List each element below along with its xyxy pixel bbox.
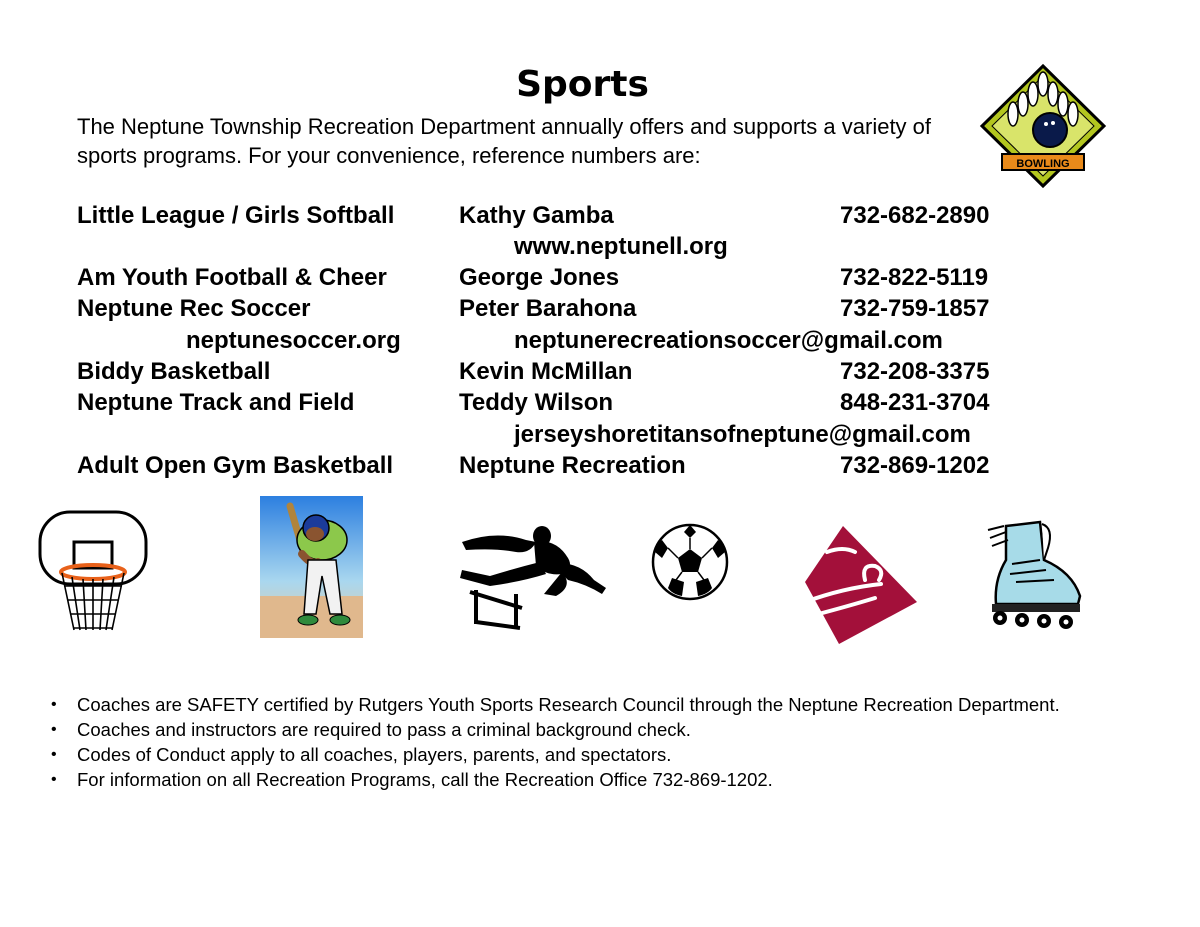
program-name: Little League / Girls Softball — [77, 202, 395, 229]
program-phone: 732-208-3375 — [840, 358, 990, 385]
program-website[interactable]: neptunesoccer.org — [186, 327, 401, 354]
program-contact: George Jones — [459, 264, 620, 291]
intro-paragraph: The Neptune Township Recreation Department annually offers and supports a variety of sports programs. For your convenience, reference numbers are: — [77, 114, 932, 168]
program-contact: Kathy Gamba — [459, 202, 614, 229]
program-phone: 848-231-3704 — [840, 389, 990, 416]
page-title: Sports — [516, 64, 649, 105]
program-contact: Teddy Wilson — [459, 389, 614, 416]
program-name: Neptune Rec Soccer — [77, 295, 311, 322]
program-contact: Kevin McMillan — [459, 358, 633, 385]
program-name: Neptune Track and Field — [77, 389, 355, 416]
inline-skate-icon — [982, 520, 1090, 632]
program-name: Am Youth Football & Cheer — [77, 264, 387, 291]
program-phone: 732-759-1857 — [840, 295, 990, 322]
basketball-hoop-icon — [38, 510, 150, 635]
program-email[interactable]: jerseyshoretitansofneptune@gmail.com — [514, 421, 971, 448]
soccer-ball-icon — [650, 522, 730, 602]
list-item: • Coaches are SAFETY certified by Rutgers Youth Sports Research Council through the Neptune Recreation Department. — [77, 692, 1100, 717]
program-website[interactable]: www.neptunell.org — [514, 233, 728, 260]
bowling-icon — [978, 62, 1108, 190]
program-phone: 732-682-2890 — [840, 202, 990, 229]
program-name: Adult Open Gym Basketball — [77, 452, 394, 479]
program-email[interactable]: neptunerecreationsoccer@gmail.com — [514, 327, 943, 354]
program-phone: 732-822-5119 — [840, 264, 989, 291]
notes-list — [40, 692, 1100, 792]
program-contact: Neptune Recreation — [459, 452, 686, 479]
program-phone: 732-869-1202 — [840, 452, 990, 479]
bowling-label: BOWLING — [1016, 158, 1070, 170]
swoosh-icon — [803, 522, 919, 646]
list-item: • For information on all Recreation Programs, call the Recreation Office 732-869-1202. — [77, 767, 1100, 792]
program-contact: Peter Barahona — [459, 295, 637, 322]
baseball-player-icon — [260, 496, 363, 638]
hurdler-icon — [456, 524, 611, 632]
program-name: Biddy Basketball — [77, 358, 271, 385]
list-item: • Coaches and instructors are required to pass a criminal background check. — [77, 717, 1100, 742]
list-item: • Codes of Conduct apply to all coaches, players, parents, and spectators. — [77, 742, 1100, 767]
